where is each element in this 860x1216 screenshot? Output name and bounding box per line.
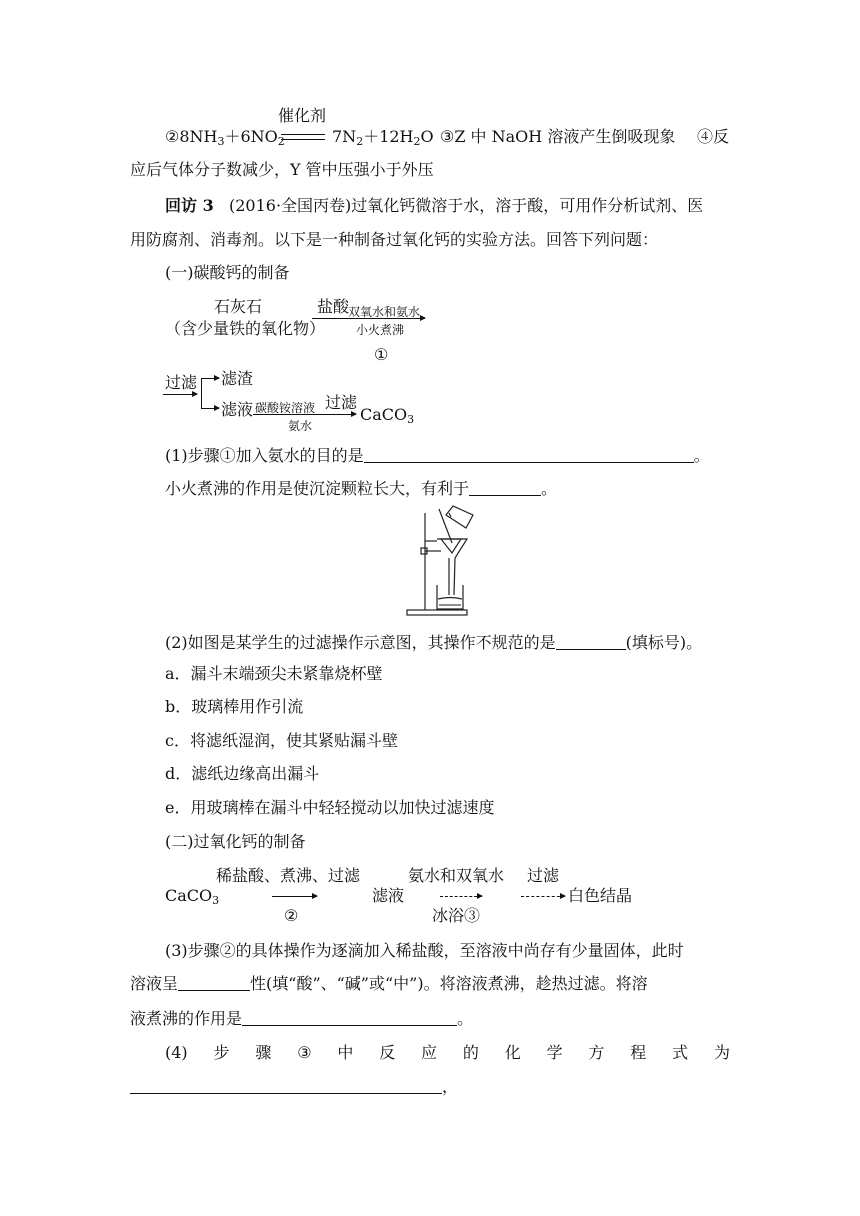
q2-option-b[interactable]: b．玻璃棒用作引流	[165, 697, 304, 716]
flow1-product: CaCO$_3$	[360, 405, 415, 426]
answer-3: ③Z 中 NaOH 溶液产生倒吸现象	[440, 127, 676, 146]
flow2-reagent-3: 过滤	[527, 866, 560, 885]
q2-option-e[interactable]: e．用玻璃棒在漏斗中轻轻搅动以加快过滤速度	[165, 798, 495, 817]
flow1-branch-line	[201, 378, 202, 408]
flow1-residue: 滤渣	[221, 369, 254, 388]
flow2-arrow-3	[521, 896, 565, 897]
q2-option-a[interactable]: a．漏斗末端颈尖未紧靠烧杯壁	[165, 664, 383, 683]
part1-title: (一)碳酸钙的制备	[165, 263, 290, 282]
q3-line-3: 液煮沸的作用是 。	[130, 1009, 474, 1028]
catalyst-label: 催化剂	[278, 106, 327, 125]
flow2-step-2: ②	[284, 906, 299, 925]
equation-line: $②8NH_3+6NO_2$	[165, 127, 285, 148]
flow1-reagent-ammonia: 氨水	[288, 419, 313, 433]
flow2-arrow-1	[272, 896, 317, 897]
question-header	[165, 196, 703, 216]
q1-blank-2[interactable]	[469, 481, 541, 496]
flow1-reagent-carbonate: 碳酸铵溶液	[255, 401, 316, 415]
flow1-arrow-3	[253, 414, 356, 415]
flow1-filtrate: 滤液	[221, 400, 254, 419]
q4-line-1: (4) 步 骤 ③ 中 反 应 的 化 学 方 程 式 为	[165, 1043, 730, 1062]
q3-blank-2[interactable]	[242, 1011, 457, 1026]
flow1-arrow-1	[312, 318, 425, 319]
flow1-filter: 过滤	[165, 373, 198, 392]
part2-title: (二)过氧化钙的制备	[165, 832, 306, 851]
q2-option-d[interactable]: d．滤纸边缘高出漏斗	[165, 764, 320, 783]
q2-line: (2)如图是某学生的过滤操作示意图，其操作不规范的是 (填标号)。	[165, 633, 703, 652]
q3-line-2: 溶液呈 性(填“酸”、“碱”或“中”)。将溶液煮沸，趁热过滤。将溶	[130, 974, 648, 993]
flow1-branch-bottom	[201, 408, 219, 409]
eq-lhs-a: ②8NH	[165, 127, 218, 146]
equals-double-line	[281, 134, 325, 140]
q1-line-1: (1)步骤①加入氨水的目的是 。	[165, 446, 710, 465]
flow1-filter-arrow	[163, 394, 197, 395]
flow1-filter-2: 过滤	[325, 393, 358, 412]
question-text-2: 用防腐剂、消毒剂。以下是一种制备过氧化钙的实验方法。回答下列问题：	[130, 230, 659, 249]
flow1-step-1: ①	[374, 345, 389, 364]
flow2-reagent-1: 稀盐酸、煮沸、过滤	[216, 866, 361, 885]
flow2-step-3: 冰浴③	[432, 906, 481, 925]
flow1-start-2: （含少量铁的氧化物）	[165, 319, 326, 338]
equation-rhs: $7N_2+12H_2O$	[332, 127, 434, 148]
q4-line-2: ，	[130, 1077, 458, 1097]
answer-4-start: ④反	[697, 127, 730, 146]
q1-line-2: 小火煮沸的作用是使沉淀颗粒长大，有利于 。	[165, 479, 558, 498]
flow2-filtrate: 滤液	[372, 886, 405, 905]
flow1-reagent-hcl: 盐酸	[317, 297, 350, 316]
q2-blank[interactable]	[556, 635, 626, 650]
flow1-reagent-h2o2: 双氧水和氨水	[348, 305, 421, 319]
flow1-reagent-boil: 小火煮沸	[356, 323, 405, 337]
question-text-1: 过氧化钙微溶于水，溶于酸，可用作分析试剂、医	[351, 196, 704, 215]
eq-lhs-b: ＋6NO	[224, 127, 278, 146]
flow2-arrow-2	[440, 896, 482, 897]
q2-option-c[interactable]: c．将滤纸湿润，使其紧贴漏斗壁	[165, 731, 398, 750]
q3-blank-1[interactable]	[178, 976, 250, 991]
q3-line-1: (3)步骤②的具体操作为逐滴加入稀盐酸，至溶液中尚存有少量固体，此时	[165, 941, 684, 960]
filtration-apparatus-icon	[405, 503, 485, 619]
question-label: 回访 3	[165, 196, 214, 215]
q1-blank-1[interactable]	[364, 448, 694, 463]
flow2-product: 白色结晶	[568, 886, 633, 905]
question-source: (2016·全国丙卷)	[228, 196, 352, 215]
q4-blank[interactable]	[130, 1079, 442, 1094]
flow2-start: CaCO$_3$	[165, 886, 220, 907]
flow1-start-1: 石灰石	[214, 297, 263, 316]
flow2-reagent-2: 氨水和双氧水	[408, 866, 505, 885]
flow1-branch-top	[201, 378, 219, 379]
answer-4-cont: 应后气体分子数减少，Y 管中压强小于外压	[130, 160, 434, 179]
